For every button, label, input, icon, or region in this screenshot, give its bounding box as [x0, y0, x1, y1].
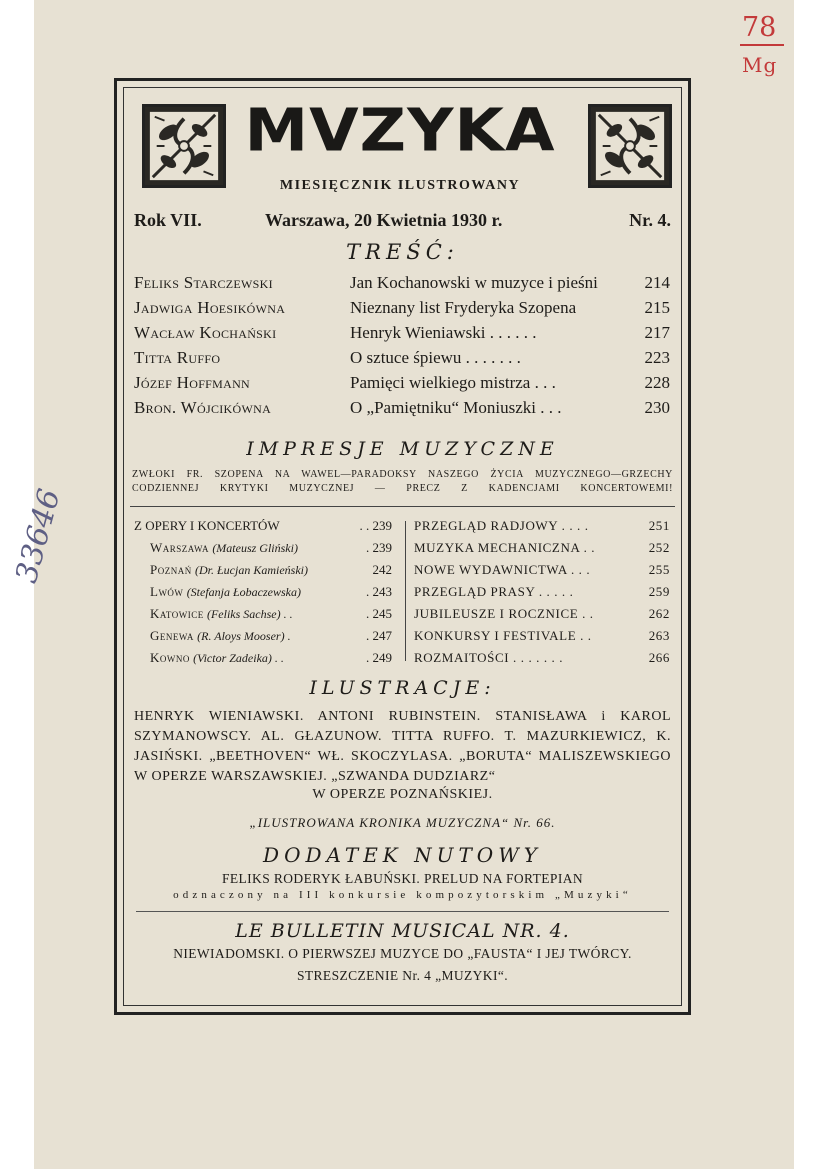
section-page: 266 — [648, 650, 670, 665]
city-label: Warszawa — [150, 540, 210, 555]
section-label: MUZYKA MECHANICZNA . . — [414, 540, 596, 555]
impresje-description: ZWŁOKI FR. SZOPENA NA WAWEL—PARADOKSY NASZEGO ŻYCIA MUZYCZNEGO—GRZECHY CODZIENNEJ KRYTYKI MUZYCZNEJ — PRECZ Z KADENCJAMI KONCERTOWEMI! — [132, 469, 673, 494]
toc-title: Jan Kochanowski w muzyce i pieśni — [350, 273, 598, 292]
city-label: Kowno — [150, 650, 190, 665]
toc-page: 215 — [644, 298, 670, 317]
bulletin-line-1: NIEWIADOMSKI. O PIERWSZEJ MUZYCE DO „FAUSTA“ I JEJ TWÓRCY. — [173, 946, 632, 961]
reviewer: (Stefanja Łobaczewska) — [186, 585, 302, 599]
section-page: . 249 — [366, 650, 392, 665]
left-column-row — [150, 647, 392, 668]
toc-author: Bron. Wójcikówna — [134, 398, 272, 417]
divider — [130, 506, 675, 507]
section-label: NOWE WYDAWNICTWA . . . — [414, 562, 591, 577]
section-label: Z OPERY I KONCERTÓW — [134, 518, 280, 533]
reviewer: (Victor Zadeika) . . — [193, 651, 284, 665]
left-column-row — [150, 625, 392, 646]
sections-columns — [130, 515, 675, 665]
section-label: PRZEGLĄD RADJOWY . . . . — [414, 518, 589, 533]
dodatek-heading: DODATEK NUTOWY — [263, 843, 542, 867]
toc-page: 217 — [644, 323, 670, 342]
toc-title: Nieznany list Fryderyka Szopena — [350, 298, 577, 317]
magazine-title: MVZYKA — [244, 96, 556, 166]
dodatek-text: FELIKS RODERYK ŁABUŃSKI. PRELUD NA FORTEPIAN — [221, 871, 584, 886]
toc-row — [130, 295, 675, 320]
toc-author: Jadwiga Hoesikówna — [134, 298, 286, 317]
section-label: JUBILEUSZE I ROCZNICE . . — [414, 606, 594, 621]
city-label: Katowice — [150, 606, 204, 621]
folk-ornament-icon — [142, 104, 226, 188]
margin-archive-note — [742, 14, 784, 79]
archive-underline — [740, 44, 784, 46]
column-divider — [405, 521, 406, 661]
issue-date: Warszawa, 20 Kwietnia 1930 r. — [265, 210, 503, 230]
toc-title: O „Pamiętniku“ Moniuszki . . . — [350, 398, 562, 417]
toc-row — [130, 370, 675, 395]
issue-number: Nr. 4. — [629, 210, 671, 230]
reviewer: (Feliks Sachse) . . — [206, 607, 293, 621]
archive-code: Mg — [742, 53, 778, 77]
section-page: 251 — [648, 518, 670, 533]
ilustracje-list-end: W OPERZE POZNAŃSKIEJ. — [312, 787, 493, 802]
toc-title: Henryk Wieniawski . . . . . . — [350, 323, 537, 342]
right-column-row — [414, 581, 670, 602]
masthead — [130, 90, 675, 202]
left-column-row — [150, 581, 392, 602]
section-page: 252 — [648, 540, 670, 555]
dodatek-note: odznaczony na III konkursie kompozytorskim „Muzyki“ — [173, 889, 632, 901]
section-page: 263 — [648, 628, 670, 643]
toc-page: 230 — [644, 398, 670, 417]
toc-row — [130, 270, 675, 295]
toc-author: Wacław Kochański — [134, 323, 277, 342]
tresc-heading: TREŚĆ: — [346, 240, 459, 264]
section-page: 255 — [648, 562, 670, 577]
bulletin-heading: LE BULLETIN MUSICAL NR. 4. — [235, 920, 570, 942]
reviewer: (Mateusz Gliński) — [212, 541, 298, 555]
left-column-row — [134, 515, 392, 536]
section-page: 242 — [372, 562, 392, 577]
city-label: Genewa — [150, 628, 194, 643]
section-label: KONKURSY I FESTIVALE . . — [414, 628, 592, 643]
ilustracje-list: HENRYK WIENIAWSKI. ANTONI RUBINSTEIN. STANISŁAWA i KAROL SZYMANOWSCY. AL. GŁAZUNOW. TITTA RUFFO. T. MAZURKIEWICZ, K. JASIŃSKI. „BEETHOVEN“ WŁ. SKOCZYLASA. „BORUTA“ MALISZEWSKIEGO W OPERZE WARSZAWSKIEJ. „SZWANDA DUDZIARZ“ — [134, 709, 671, 784]
contents-page — [130, 90, 675, 986]
city-label: Lwów — [150, 584, 184, 599]
reviewer: (R. Aloys Mooser) . — [197, 629, 291, 643]
section-page: 262 — [648, 606, 670, 621]
table-of-contents — [130, 270, 675, 420]
right-column-row — [414, 559, 670, 580]
folk-ornament-icon — [588, 104, 672, 188]
city-label: Poznań — [150, 562, 192, 577]
toc-author: Józef Hoffmann — [134, 373, 251, 392]
section-label: PRZEGLĄD PRASY . . . . . — [414, 584, 574, 599]
section-page: . 243 — [366, 584, 392, 599]
toc-row — [130, 395, 675, 420]
toc-page: 223 — [644, 348, 670, 367]
impresje-heading: IMPRESJE MUZYCZNE — [246, 438, 559, 460]
left-column-row — [150, 603, 392, 624]
section-page: . 239 — [366, 540, 392, 555]
left-column-row — [150, 559, 392, 580]
issue-line — [130, 202, 675, 238]
pencil-note: 33646 — [9, 485, 68, 587]
issue-year: Rok VII. — [134, 210, 202, 230]
toc-row — [130, 345, 675, 370]
toc-author: Feliks Starczewski — [134, 273, 273, 292]
toc-title: O sztuce śpiewu . . . . . . . — [350, 348, 521, 367]
section-page: 259 — [648, 584, 670, 599]
ilustracje-heading: ILUSTRACJE: — [309, 677, 496, 699]
section-page: . . 239 — [359, 518, 392, 533]
right-column-row — [414, 603, 670, 624]
archive-number: 78 — [742, 12, 777, 43]
section-page: . 245 — [366, 606, 392, 621]
right-column-row — [414, 647, 670, 668]
folk-ornament-right-icon — [591, 107, 669, 185]
right-column-row — [414, 625, 670, 646]
divider — [136, 911, 669, 912]
section-page: . 247 — [366, 628, 392, 643]
right-column-row — [414, 515, 670, 536]
magazine-subtitle: MIESIĘCZNIK ILUSTROWANY — [279, 178, 521, 193]
left-column-row — [150, 537, 392, 558]
bulletin-line-2: STRESZCZENIE Nr. 4 „MUZYKI“. — [296, 968, 509, 983]
kronika-line: „ILUSTROWANA KRONIKA MUZYCZNA“ Nr. 66. — [249, 815, 556, 830]
toc-author: Titta Ruffo — [134, 348, 221, 367]
section-label: ROZMAITOŚCI . . . . . . . — [414, 650, 564, 665]
right-column-row — [414, 537, 670, 558]
toc-page: 214 — [644, 273, 670, 292]
toc-page: 228 — [644, 373, 670, 392]
folk-ornament-left-icon — [145, 107, 223, 185]
reviewer: (Dr. Łucjan Kamieński) — [194, 563, 308, 577]
toc-row — [130, 320, 675, 345]
toc-title: Pamięci wielkiego mistrza . . . — [350, 373, 556, 392]
